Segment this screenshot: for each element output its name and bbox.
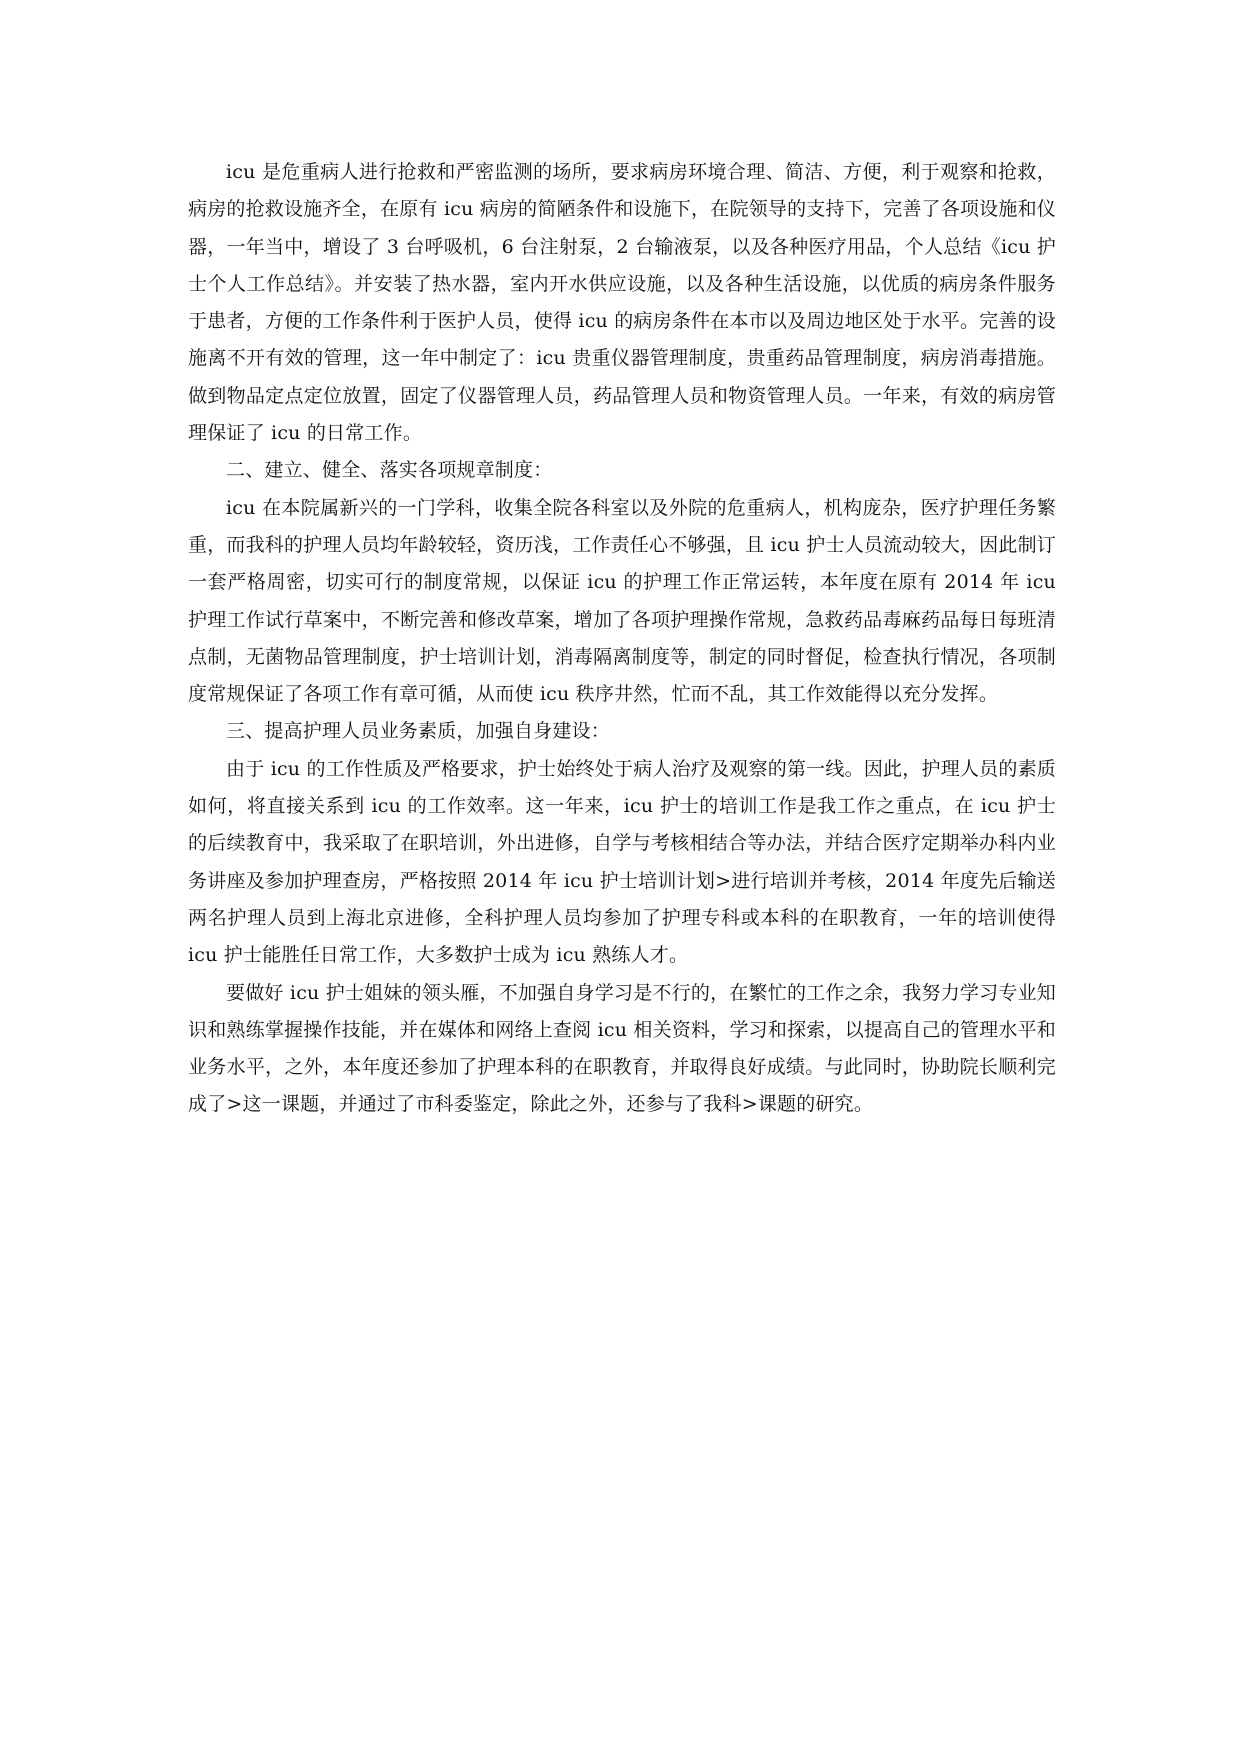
section-heading-staff-quality: 三、提高护理人员业务素质，加强自身建设： — [226, 720, 611, 743]
paragraph-self-study: 要做好 icu 护士姐妹的领头雁，不加强自身学习是不行的，在繁忙的工作之余，我努力学习专业知识和熟练掌握操作技能，并在媒体和网络上查阅 icu 相关资料，学习和探索，以提高自己的管理水平和业务水平，之外，本年度还参加了护理本科的在职教育，并取得良好成绩。与此同时，协助院长顺利完成了>这一课题，并通过了市科委鉴定，除此之外，还参与了我科>课题的研究。 — [188, 981, 1056, 1116]
section-heading-regulations: 二、建立、健全、落实各项规章制度： — [226, 459, 553, 482]
paragraph-staff-training: 由于 icu 的工作性质及严格要求，护士始终处于病人治疗及观察的第一线。因此，护理人员的素质如何，将直接关系到 icu 的工作效率。这一年来，icu 护士的培训工作是我工作之重点，在 icu 护士的后续教育中，我采取了在职培训，外出进修，自学与考核相结合等办法，并结合医疗定期举办科内业务讲座及参加护理查房，严格按照 2014 年 icu 护士培训计划>进行培训并考核，2014 年度先后输送两名护理人员到上海北京进修，全科护理人员均参加了护理专科或本科的在职教育，一年的培训使得 icu 护士能胜任日常工作，大多数护士成为 icu 熟练人才。 — [188, 757, 1056, 967]
paragraph-ward-facilities: icu 是危重病人进行抢救和严密监测的场所，要求病房环境合理、简洁、方便，利于观察和抢救，病房的抢救设施齐全，在原有 icu 病房的简陋条件和设施下，在院领导的支持下，完善了各项设施和仪器，一年当中，增设了 3 台呼吸机，6 台注射泵，2 台输液泵，以及各种医疗用品，个人总结《icu 护士个人工作总结》。并安装了热水器，室内开水供应设施，以及各种生活设施，以优质的病房条件服务于患者，方便的工作条件利于医护人员，使得 icu 的病房条件在本市以及周边地区处于水平。完善的设施离不开有效的管理，这一年中制定了：icu 贵重仪器管理制度，贵重药品管理制度，病房消毒措施。做到物品定点定位放置，固定了仪器管理人员，药品管理人员和物资管理人员。一年来，有效的病房管理保证了 icu 的日常工作。 — [188, 161, 1056, 445]
paragraph-regulations: icu 在本院属新兴的一门学科，收集全院各科室以及外院的危重病人，机构庞杂，医疗护理任务繁重，而我科的护理人员均年龄较轻，资历浅，工作责任心不够强，且 icu 护士人员流动较大，因此制订一套严格周密，切实可行的制度常规，以保证 icu 的护理工作正常运转，本年度在原有 2014 年 icu 护理工作试行草案中，不断完善和修改草案，增加了各项护理操作常规，急救药品毒麻药品每日每班清点制，无菌物品管理制度，护士培训计划，消毒隔离制度等，制定的同时督促，检查执行情况，各项制度常规保证了各项工作有章可循，从而使 icu 秩序井然，忙而不乱，其工作效能得以充分发挥。 — [188, 496, 1056, 706]
document-body — [188, 154, 1056, 1124]
